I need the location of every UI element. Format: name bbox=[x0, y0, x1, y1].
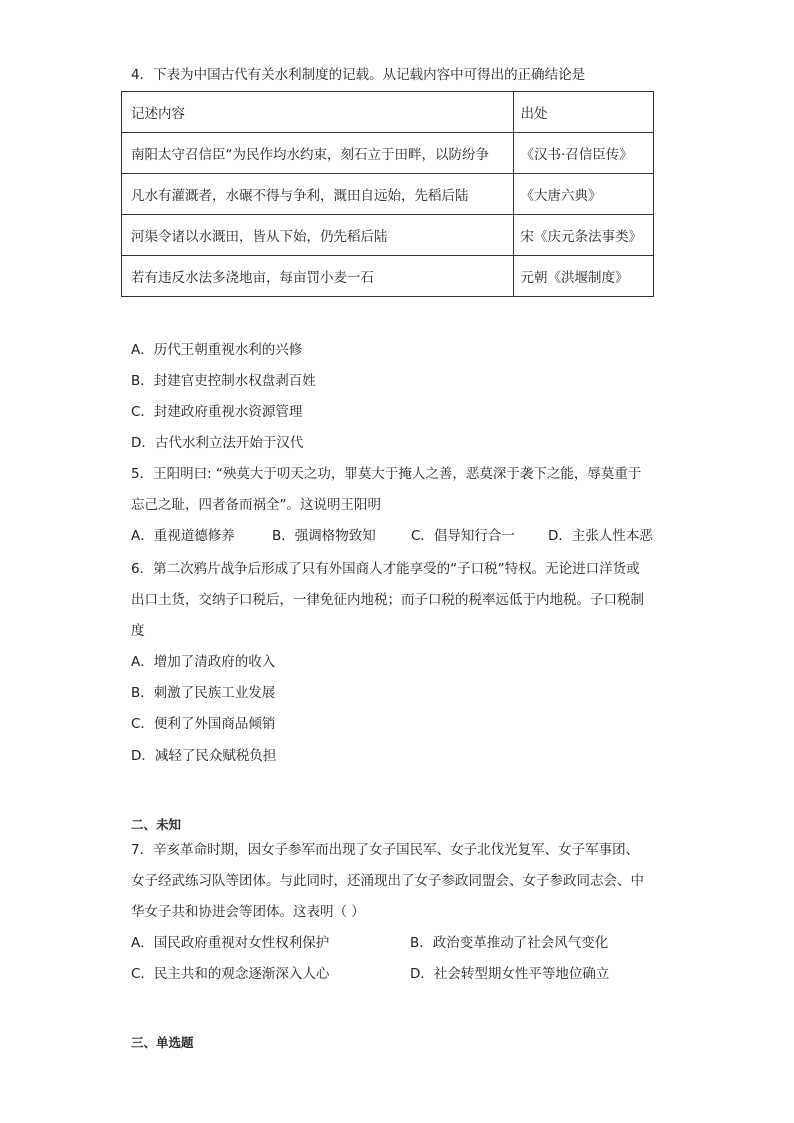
question-5-stem-line-1: 5．王阳明曰: “殃莫大于叨天之功，罪莫大于掩人之善，恶莫深于袭下之能，辱莫重于 bbox=[131, 466, 642, 482]
question-7-stem-line-1: 7．辛亥革命时期，因女子参军而出现了女子国民军、女子北伐光复军、女子军事团、 bbox=[131, 842, 640, 858]
q4-option-d: D．古代水利立法开始于汉代 bbox=[131, 435, 304, 451]
question-6-stem-line-2: 出口土货，交纳子口税后，一律免征内地税；而子口税的税率远低于内地税。子口税制 bbox=[131, 592, 644, 608]
question-6-stem-line-1: 6．第二次鸦片战争后形成了只有外国商人才能享受的“子口税”特权。无论进口洋货或 bbox=[131, 561, 640, 577]
table-cell-source: 宋《庆元条法事类》 bbox=[514, 215, 654, 256]
table-cell-content: 凡水有灌溉者，水碾不得与争利，溉田自远始，先稻后陆 bbox=[122, 174, 514, 215]
table-header-content: 记述内容 bbox=[122, 92, 514, 133]
table-cell-source: 元朝《洪堰制度》 bbox=[514, 256, 654, 297]
q6-option-d: D．减轻了民众赋税负担 bbox=[131, 748, 277, 764]
table-row bbox=[122, 133, 654, 174]
q6-option-b: B．刺激了民族工业发展 bbox=[131, 685, 276, 701]
section-3-heading: 三、单选题 bbox=[131, 1035, 194, 1050]
q6-option-a: A．增加了清政府的收入 bbox=[131, 654, 276, 670]
section-2-heading: 二、未知 bbox=[131, 817, 182, 832]
table-header-row bbox=[122, 92, 654, 133]
table-header-source: 出处 bbox=[514, 92, 654, 133]
table-row bbox=[122, 256, 654, 297]
table-row bbox=[122, 174, 654, 215]
q4-option-a: A．历代王朝重视水利的兴修 bbox=[131, 342, 303, 358]
question-7-stem-line-2: 女子经武练习队等团体。与此同时，还涌现出了女子参政同盟会、女子参政同志会、中 bbox=[131, 873, 644, 889]
question-6-stem-line-3: 度 bbox=[131, 623, 145, 639]
table-row bbox=[122, 215, 654, 256]
question-5-stem-line-2: 忘己之耻，四者备而祸全”。这说明王阳明 bbox=[131, 497, 381, 513]
q5-option-a: A．重视道德修养 bbox=[131, 528, 235, 544]
q5-option-b: B．强调格物致知 bbox=[272, 528, 376, 544]
table-cell-content: 河渠令诸以水溉田，皆从下始，仍先稻后陆 bbox=[122, 215, 514, 256]
q5-option-c: C．倡导知行合一 bbox=[411, 528, 515, 544]
q7-option-c: C．民主共和的观念逐渐深入人心 bbox=[131, 966, 330, 982]
table-cell-content: 南阳太守召信臣“为民作均水约束，刻石立于田畔，以防纷争 bbox=[122, 133, 514, 174]
table-cell-content: 若有违反水法多浇地亩，每亩罚小麦一石 bbox=[122, 256, 514, 297]
q7-option-b: B．政治变革推动了社会风气变化 bbox=[410, 935, 609, 951]
q4-option-b: B．封建官吏控制水权盘剥百姓 bbox=[131, 373, 316, 389]
q5-option-d: D．主张人性本恶 bbox=[548, 528, 653, 544]
q6-option-c: C．便利了外国商品倾销 bbox=[131, 716, 276, 732]
q7-option-d: D．社会转型期女性平等地位确立 bbox=[410, 966, 610, 982]
question-4-stem: 4．下表为中国古代有关水利制度的记载。从记载内容中可得出的正确结论是 bbox=[131, 67, 586, 83]
question-7-stem-line-3: 华女子共和协进会等团体。这表明（ ） bbox=[131, 904, 365, 920]
q7-option-a: A．国民政府重视对女性权利保护 bbox=[131, 935, 330, 951]
table-cell-source: 《大唐六典》 bbox=[514, 174, 654, 215]
records-table bbox=[121, 91, 654, 297]
q4-option-c: C．封建政府重视水资源管理 bbox=[131, 404, 303, 420]
table-cell-source: 《汉书·召信臣传》 bbox=[514, 133, 654, 174]
